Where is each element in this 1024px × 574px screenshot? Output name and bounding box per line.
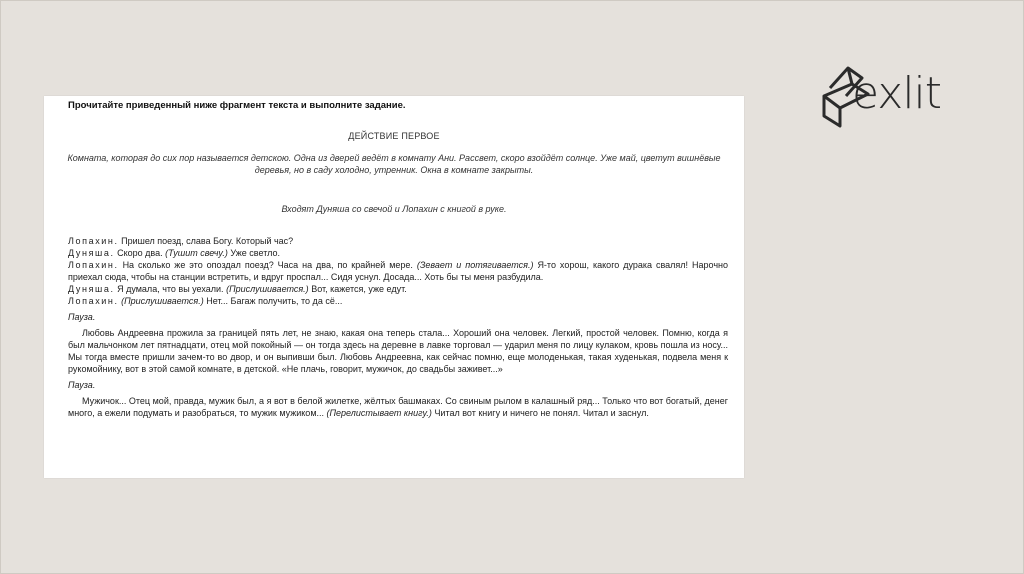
stage-direction: (Тушит свечу.) bbox=[165, 248, 228, 258]
logo-text: exlit bbox=[852, 68, 942, 119]
stage-direction: (Перелистывает книгу.) bbox=[326, 408, 432, 418]
speaker-name: Лопахин. bbox=[68, 236, 119, 246]
exlit-logo bbox=[818, 58, 948, 138]
line-text: Мужичок... Отец мой, правда, мужик был, а я вот в белой жилетке, жёлтых башмаках. Со свиным рылом в калашный ряд... Только что вот богатый, денег много, а ежели подумать и разобраться, то мужик мужиком... bbox=[68, 396, 728, 418]
dialogue-line bbox=[68, 259, 728, 283]
stage-direction: (Прислушивается.) bbox=[121, 296, 204, 306]
line-text: Нет... Багаж получить, то да сё... bbox=[206, 296, 343, 306]
stage-direction-intro: Комната, которая до сих пор называется детскою. Одна из дверей ведёт в комнату Ани. Рассвет, скоро взойдёт солнце. Уже май, цветут вишнёвые деревья, но в саду холодно, утренник. Окна в комнате закрыты. bbox=[67, 153, 721, 175]
act-title: ДЕЙСТВИЕ ПЕРВОЕ bbox=[348, 131, 440, 141]
speaker-name: Дуняша. bbox=[68, 248, 115, 258]
line-text: Пришел поезд, слава Богу. Который час? bbox=[121, 236, 294, 246]
pause-direction: Пауза. bbox=[68, 380, 96, 390]
monologue-paragraph: Любовь Андреевна прожила за границей пять лет, не знаю, какая она теперь стала... Хороший она человек. Легкий, простой человек. Помню, когда я был мальчонком лет пятнадцати, отец мой покойный — он тогда здесь на деревне в лавке торговал — ударил меня по лицу кулаком, кровь пошла из носу... Мы тогда вместе пришли зачем-то во двор, и он выпивши был. Любовь Андреевна, как сейчас помню, еще молоденькая, такая худенькая, подвела меня к рукомойнику, вот в этой самой комнате, в детской. «Не плачь, говорит, мужичок, до свадьбы заживет...» bbox=[68, 328, 728, 374]
monologue-paragraph bbox=[68, 395, 728, 419]
line-text: Уже светло. bbox=[230, 248, 280, 258]
stage-direction-enter: Входят Дуняша со свечой и Лопахин с книгой в руке. bbox=[281, 204, 507, 214]
dialogue-block bbox=[68, 235, 728, 419]
line-text: Скоро два. bbox=[117, 248, 163, 258]
stage-direction: (Прислушивается.) bbox=[226, 284, 309, 294]
dialogue-line bbox=[68, 247, 728, 259]
dialogue-line bbox=[68, 235, 728, 247]
line-text: Я думала, что вы уехали. bbox=[117, 284, 224, 294]
dialogue-line bbox=[68, 295, 728, 307]
pause-direction: Пауза. bbox=[68, 312, 96, 322]
task-instruction: Прочитайте приведенный ниже фрагмент текста и выполните задание. bbox=[68, 100, 406, 111]
dialogue-line bbox=[68, 283, 728, 295]
speaker-name: Лопахин. bbox=[68, 260, 119, 270]
line-text: На сколько же это опоздал поезд? Часа на два, по крайней мере. bbox=[122, 260, 413, 270]
line-text: Я-то хорош, какого дурака свалял! Нарочно приехал сюда, чтобы на станции встретить, и вдруг проспал... Сидя уснул. Досада... Хоть бы ты меня разбудила. bbox=[68, 260, 728, 282]
line-text: Читал вот книгу и ничего не понял. Читал и заснул. bbox=[434, 408, 649, 418]
line-text: Вот, кажется, уже едут. bbox=[311, 284, 407, 294]
speaker-name: Дуняша. bbox=[68, 284, 115, 294]
stage-direction: (Зевает и потягивается.) bbox=[416, 260, 534, 270]
speaker-name: Лопахин. bbox=[68, 296, 119, 306]
document-page bbox=[44, 96, 744, 478]
